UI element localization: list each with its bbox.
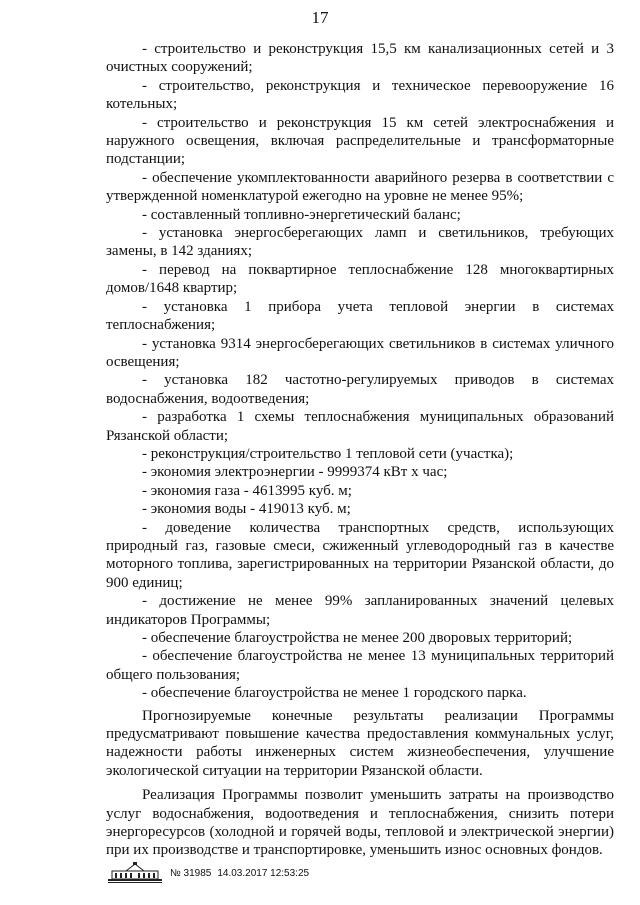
document-footer xyxy=(106,862,309,884)
bullet-item: - строительство, реконструкция и техническое перевооружение 16 котельных; xyxy=(106,77,614,113)
bullet-item: - экономия воды - 419013 куб. м; xyxy=(142,501,351,518)
results-paragraph: Прогнозируемые конечные результаты реализации Программы предусматривают повышение качества предоставления коммунальных услуг, надежности работы инженерных систем жизнеобеспечения, улучшение экологической ситуации на территории Рязанской области. xyxy=(106,707,614,779)
bullet-item: - установка 1 прибора учета тепловой энергии в системах теплоснабжения; xyxy=(106,298,614,334)
bullet-item: - строительство и реконструкция 15 км сетей электроснабжения и наружного освещения, включая распределительные и трансформаторные подстанции; xyxy=(106,114,614,168)
bullet-item: - обеспечение укомплектованности аварийного резерва в соответствии с утвержденной номенклатурой ежегодно на уровне не менее 95%; xyxy=(106,169,614,205)
bullet-item: - перевод на поквартирное теплоснабжение 128 многоквартирных домов/1648 квартир; xyxy=(106,261,614,297)
bullet-item: - реконструкция/строительство 1 тепловой сети (участка); xyxy=(142,445,514,462)
document-body xyxy=(106,40,614,860)
bullet-list xyxy=(106,40,614,703)
bullet-item: - установка 182 частотно-регулируемых приводов в системах водоснабжения, водоотведения; xyxy=(106,372,614,407)
bullet-item: - разработка 1 схемы теплоснабжения муниципальных образований Рязанской области; xyxy=(106,409,614,444)
implementation-paragraph: Реализация Программы позволит уменьшить затраты на производство услуг водоснабжения, водоотведения и теплоснабжения, снизить потери энергоресурсов (холодной и горячей воды, тепловой и электрической энергии) при их производстве и транспортировке, уменьшить износ основных фондов. xyxy=(106,787,614,859)
bullet-item: - экономия электроэнергии - 9999374 кВт х час; xyxy=(142,464,448,481)
document-number: № 31985 xyxy=(170,867,212,879)
bullet-item: - обеспечение благоустройства не менее 1 городского парка. xyxy=(142,685,527,702)
building-stamp-icon xyxy=(106,862,164,884)
bullet-item: - установка 9314 энергосберегающих светильников в системах уличного освещения; xyxy=(106,335,614,370)
bullet-item: - достижение не менее 99% запланированных значений целевых индикаторов Программы; xyxy=(106,593,614,628)
bullet-item: - обеспечение благоустройства не менее 13 муниципальных территорий общего пользования; xyxy=(106,648,614,683)
bullet-item: - установка энергосберегающих ламп и светильников, требующих замены, в 142 зданиях; xyxy=(106,225,614,260)
bullet-item: - составленный топливно-энергетический баланс; xyxy=(142,206,461,223)
bullet-item: - доведение количества транспортных средств, использующих природный газ, газовые смеси, сжиженный углеводородный газ в качестве моторного топлива, зарегистрированных на территории Рязанской области, до 900 единиц; xyxy=(106,519,614,591)
document-timestamp: 14.03.2017 12:53:25 xyxy=(217,867,310,879)
page-number: 17 xyxy=(311,8,329,27)
bullet-item: - обеспечение благоустройства не менее 200 дворовых территорий; xyxy=(142,630,573,646)
bullet-item: - строительство и реконструкция 15,5 км канализационных сетей и 3 очистных сооружений; xyxy=(106,41,614,76)
bullet-item: - экономия газа - 4613995 куб. м; xyxy=(142,482,352,499)
